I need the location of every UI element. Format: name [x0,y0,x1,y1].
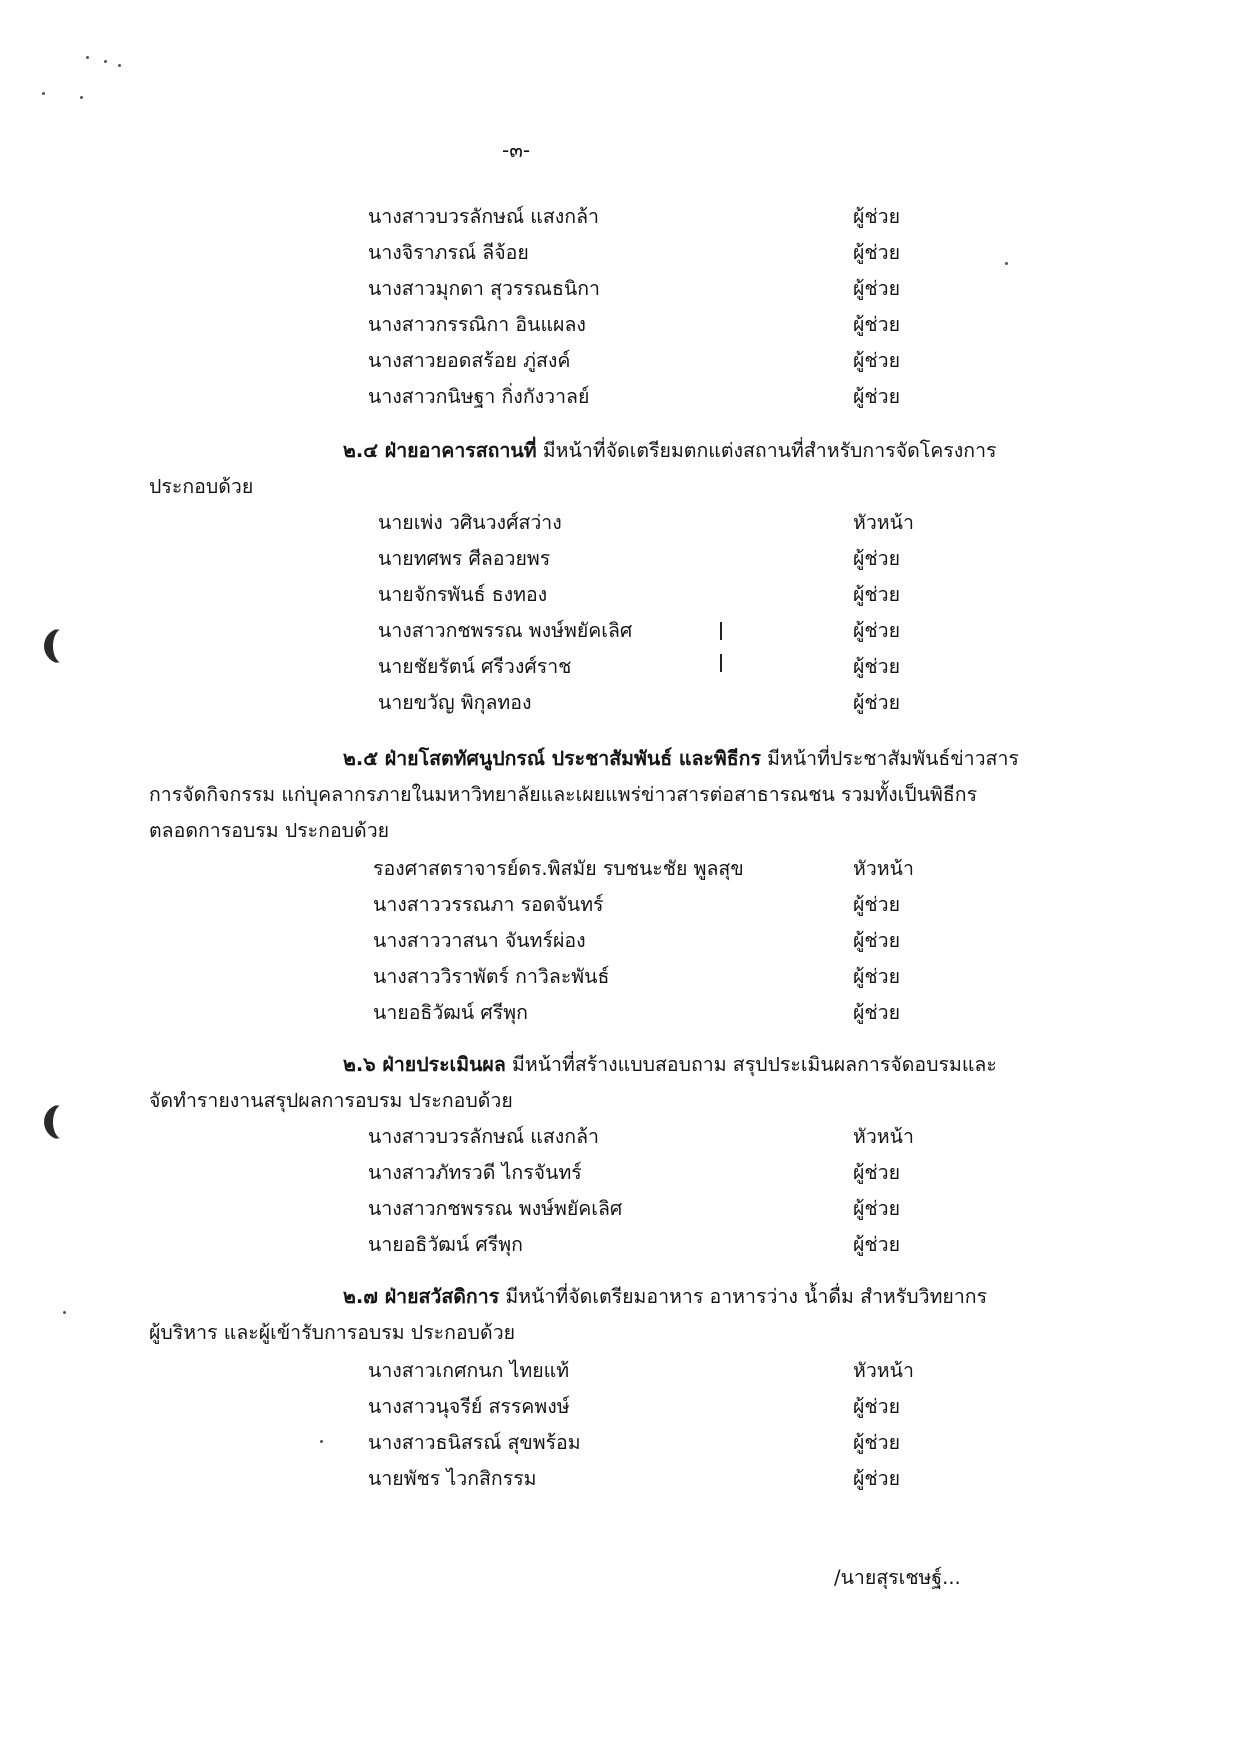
member-role: ผู้ช่วย [853,1001,901,1024]
section-heading: ๒.๔ ฝ่ายอาคารสถานที่ [343,439,537,462]
section-heading: ๒.๖ ฝ่ายประเมินผล [343,1053,506,1076]
section-paragraph-line [343,746,1019,772]
member-role: ผู้ช่วย [853,1467,901,1490]
member-name: นางสาวภัทรวดี ไกรจันทร์ [368,1161,582,1184]
member-role: ผู้ช่วย [853,349,901,372]
punch-hole-mark [44,628,81,664]
scan-speck [118,64,121,67]
member-name: นายขวัญ พิกุลทอง [378,691,532,714]
member-name: นางสาววรรณภา รอดจันทร์ [373,893,604,916]
member-role: ผู้ช่วย [853,1233,901,1256]
member-role: ผู้ช่วย [853,655,901,678]
member-name: นางสาวนุจรีย์ สรรคพงษ์ [368,1395,570,1418]
scan-speck [63,1311,66,1314]
section-paragraph-line: การจัดกิจกรรม แก่บุคลากรภายในมหาวิทยาลัยและเผยแพร่ข่าวสารต่อสาธารณชน รวมทั้งเป็นพิธีกร [149,783,978,806]
continuation-footer: /นายสุรเชษฐ์... [834,1566,961,1589]
scan-speck [104,60,107,63]
scan-mark [720,654,722,672]
scan-speck [80,96,83,99]
member-role: ผู้ช่วย [853,1197,901,1220]
member-role: ผู้ช่วย [853,965,901,988]
member-role: ผู้ช่วย [853,241,901,264]
member-name: นายเพ่ง วศินวงศ์สว่าง [378,511,562,534]
member-role: ผู้ช่วย [853,547,901,570]
section-heading: ๒.๕ ฝ่ายโสตทัศนูปกรณ์ ประชาสัมพันธ์ และพิธีกร [343,747,761,770]
member-name: นางสาวเกศกนก ไทยแท้ [368,1359,570,1382]
member-role: ผู้ช่วย [853,583,901,606]
member-role: หัวหน้า [853,857,914,880]
scan-mark [720,622,722,640]
member-name: นายอธิวัฒน์ ศรีพุก [373,1001,528,1024]
member-name: นางสาวกรรณิกา อินแผลง [368,313,586,336]
member-role: หัวหน้า [853,511,914,534]
member-name: นางจิราภรณ์ ลีจ้อย [368,241,529,264]
page-number: -๓- [502,138,531,162]
scan-speck [320,1440,323,1443]
section-paragraph-line: ประกอบด้วย [149,475,254,498]
member-name: นายชัยรัตน์ ศรีวงศ์ราช [378,655,572,678]
member-name: นายทศพร ศีลอวยพร [378,547,551,570]
member-role: ผู้ช่วย [853,619,901,642]
section-paragraph-line: ตลอดการอบรม ประกอบด้วย [149,819,390,842]
section-text: มีหน้าที่ประชาสัมพันธ์ข่าวสาร [760,747,1019,770]
member-name: นางสาววาสนา จันทร์ผ่อง [373,929,586,952]
member-role: ผู้ช่วย [853,205,901,228]
member-role: ผู้ช่วย [853,313,901,336]
member-role: ผู้ช่วย [853,1431,901,1454]
section-paragraph-line: จัดทำรายงานสรุปผลการอบรม ประกอบด้วย [149,1089,513,1112]
member-role: ผู้ช่วย [853,1395,901,1418]
member-role: หัวหน้า [853,1359,914,1382]
member-role: ผู้ช่วย [853,277,901,300]
section-text: มีหน้าที่จัดเตรียมอาหาร อาหารว่าง น้ำดื่ม สำหรับวิทยากร [499,1285,988,1308]
member-name: รองศาสตราจารย์ดร.พิสมัย รบชนะชัย พูลสุข [373,857,744,880]
member-name: นางสาววิราพัตร์ กาวิละพันธ์ [373,965,610,988]
member-role: ผู้ช่วย [853,893,901,916]
section-heading: ๒.๗ ฝ่ายสวัสดิการ [343,1285,500,1308]
member-name: นางสาวบวรลักษณ์ แสงกล้า [368,205,600,228]
member-name: นางสาวยอดสร้อย ภู่สงค์ [368,349,571,372]
member-name: นายพัชร ไวกสิกรรม [368,1467,537,1490]
scan-speck [42,92,45,95]
scan-speck [1005,262,1008,265]
member-role: หัวหน้า [853,1125,914,1148]
member-name: นางสาวบวรลักษณ์ แสงกล้า [368,1125,600,1148]
section-paragraph-line [343,1052,997,1078]
member-name: นางสาวกนิษฐา กิ่งกังวาลย์ [368,385,590,408]
section-paragraph-line [343,1284,987,1310]
member-name: นางสาวธนิสรณ์ สุขพร้อม [368,1431,581,1454]
section-text: มีหน้าที่จัดเตรียมตกแต่งสถานที่สำหรับการจัดโครงการ [536,439,997,462]
member-role: ผู้ช่วย [853,691,901,714]
section-paragraph-line [343,438,997,464]
member-name: นางสาวกชพรรณ พงษ์พยัคเลิศ [368,1197,623,1220]
member-role: ผู้ช่วย [853,929,901,952]
member-name: นางสาวมุกดา สุวรรณธนิกา [368,277,600,300]
section-text: มีหน้าที่สร้างแบบสอบถาม สรุปประเมินผลการจัดอบรมและ [505,1053,997,1076]
section-paragraph-line: ผู้บริหาร และผู้เข้ารับการอบรม ประกอบด้วย [149,1321,516,1344]
punch-hole-mark [44,1104,81,1140]
member-role: ผู้ช่วย [853,385,901,408]
member-role: ผู้ช่วย [853,1161,901,1184]
scan-speck [86,56,89,59]
member-name: นายจักรพันธ์ ธงทอง [378,583,548,606]
member-name: นายอธิวัฒน์ ศรีพุก [368,1233,523,1256]
member-name: นางสาวกชพรรณ พงษ์พยัคเลิศ [378,619,633,642]
